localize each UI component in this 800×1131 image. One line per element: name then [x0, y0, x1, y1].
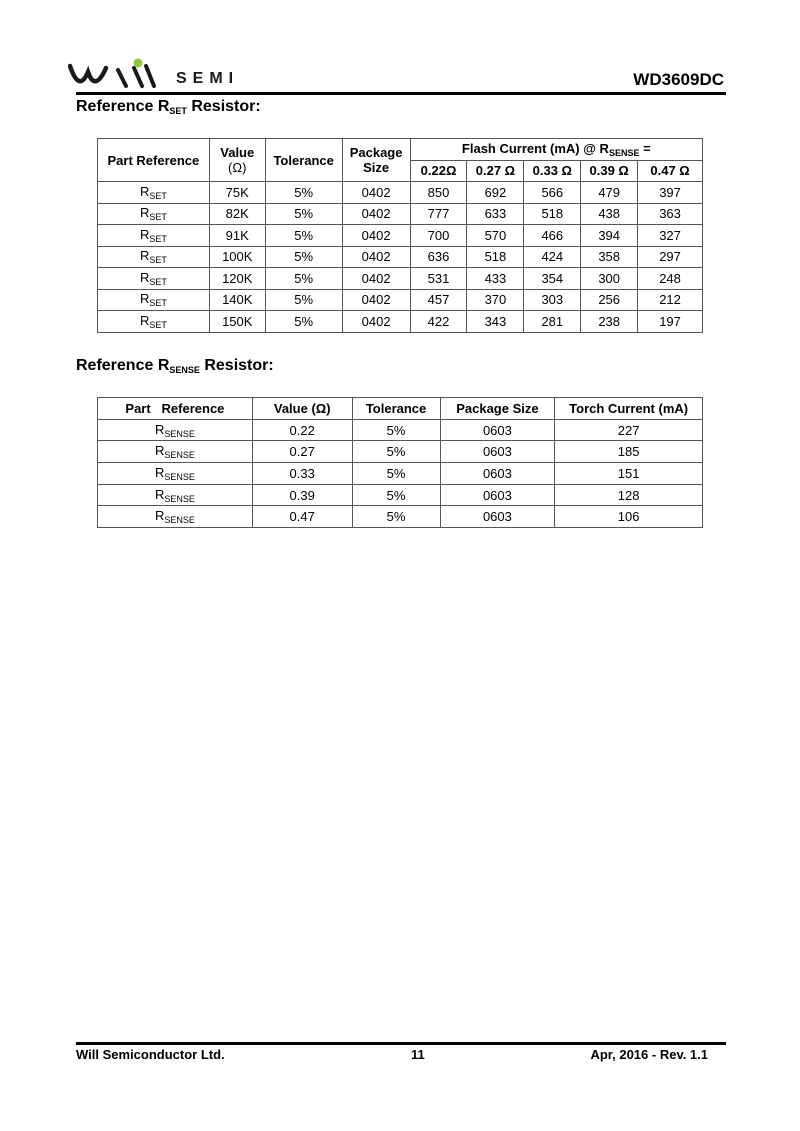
table-row [98, 225, 703, 247]
tolerance-cell: 5% [352, 506, 440, 528]
flash-current-cell: 433 [467, 268, 524, 290]
table-row [98, 419, 703, 441]
tolerance-cell: 5% [352, 419, 440, 441]
flash-current-cell: 518 [524, 203, 581, 225]
package-cell: 0603 [440, 506, 555, 528]
value-cell: 91K [209, 225, 265, 247]
flash-current-cell: 397 [638, 182, 703, 204]
logo-text: SEMI [176, 70, 240, 87]
footer-rule [76, 1042, 726, 1045]
table-row [98, 506, 703, 528]
flash-current-cell: 479 [581, 182, 638, 204]
section-title-rsense: Reference $R_{SENSE}$ Resistor: [76, 357, 274, 375]
tolerance-cell: 5% [352, 484, 440, 506]
footer-revision: Apr, 2016 - Rev. 1.1 [590, 1047, 708, 1062]
header-sense-value: 0.33 Ω [524, 160, 581, 182]
table-row [98, 246, 703, 268]
header-torch-current: Torch Current (mA) [555, 398, 703, 420]
header-part-reference: Part Reference [98, 398, 253, 420]
flash-current-cell: 570 [467, 225, 524, 247]
section-title-rset: Reference $R_{SET}$ Resistor: [76, 98, 261, 116]
header-package: Package Size [342, 139, 410, 182]
header-sense-value: 0.27 Ω [467, 160, 524, 182]
flash-current-cell: 358 [581, 246, 638, 268]
flash-current-cell: 700 [410, 225, 467, 247]
header-tolerance: Tolerance [265, 139, 342, 182]
tolerance-cell: 5% [265, 311, 342, 333]
part-reference-cell: $R_{SET}$ [98, 203, 210, 225]
package-cell: 0402 [342, 203, 410, 225]
flash-current-cell: 300 [581, 268, 638, 290]
flash-current-cell: 531 [410, 268, 467, 290]
flash-current-cell: 256 [581, 289, 638, 311]
flash-current-cell: 354 [524, 268, 581, 290]
flash-current-cell: 518 [467, 246, 524, 268]
value-cell: 0.33 [252, 463, 352, 485]
package-cell: 0402 [342, 268, 410, 290]
flash-current-cell: 212 [638, 289, 703, 311]
value-cell: 120K [209, 268, 265, 290]
flash-current-cell: 343 [467, 311, 524, 333]
value-cell: 75K [209, 182, 265, 204]
flash-current-cell: 633 [467, 203, 524, 225]
flash-current-cell: 438 [581, 203, 638, 225]
tolerance-cell: 5% [265, 182, 342, 204]
flash-current-cell: 238 [581, 311, 638, 333]
table-row [98, 484, 703, 506]
package-cell: 0402 [342, 311, 410, 333]
package-cell: 0603 [440, 419, 555, 441]
footer-page-number: 11 [411, 1047, 425, 1062]
package-cell: 0402 [342, 182, 410, 204]
header-package-size: Package Size [440, 398, 555, 420]
package-cell: 0603 [440, 484, 555, 506]
header-sense-value: 0.22Ω [410, 160, 467, 182]
flash-current-cell: 636 [410, 246, 467, 268]
flash-current-cell: 850 [410, 182, 467, 204]
flash-current-cell: 692 [467, 182, 524, 204]
package-cell: 0402 [342, 225, 410, 247]
header-value: Value (Ω) [252, 398, 352, 420]
flash-current-cell: 303 [524, 289, 581, 311]
value-cell: 0.47 [252, 506, 352, 528]
part-reference-cell: $R_{SENSE}$ [98, 463, 253, 485]
value-cell: 0.22 [252, 419, 352, 441]
package-cell: 0603 [440, 441, 555, 463]
value-cell: 100K [209, 246, 265, 268]
package-cell: 0603 [440, 463, 555, 485]
part-reference-cell: $R_{SET}$ [98, 225, 210, 247]
value-cell: 140K [209, 289, 265, 311]
table-row [98, 289, 703, 311]
value-cell: 0.39 [252, 484, 352, 506]
tolerance-cell: 5% [265, 268, 342, 290]
part-reference-cell: $R_{SET}$ [98, 311, 210, 333]
table-row [98, 311, 703, 333]
document-title: WD3609DC [633, 70, 724, 89]
flash-current-cell: 566 [524, 182, 581, 204]
header-flash-current: Flash Current (mA) @ $R_{SENSE}$ = [410, 139, 702, 161]
table-row [98, 203, 703, 225]
table-row [98, 182, 703, 204]
table-row [98, 441, 703, 463]
header-value: Value (Ω) [209, 139, 265, 182]
package-cell: 0402 [342, 246, 410, 268]
torch-current-cell: 185 [555, 441, 703, 463]
part-reference-cell: $R_{SET}$ [98, 289, 210, 311]
part-reference-cell: $R_{SENSE}$ [98, 441, 253, 463]
flash-current-cell: 457 [410, 289, 467, 311]
table-row [98, 268, 703, 290]
flash-current-cell: 197 [638, 311, 703, 333]
header-tolerance: Tolerance [352, 398, 440, 420]
flash-current-cell: 297 [638, 246, 703, 268]
torch-current-cell: 151 [555, 463, 703, 485]
tolerance-cell: 5% [265, 289, 342, 311]
part-reference-cell: $R_{SET}$ [98, 182, 210, 204]
part-reference-cell: $R_{SET}$ [98, 246, 210, 268]
tolerance-cell: 5% [352, 463, 440, 485]
value-cell: 0.27 [252, 441, 352, 463]
flash-current-cell: 327 [638, 225, 703, 247]
header-part-reference: Part Reference [98, 139, 210, 182]
flash-current-cell: 363 [638, 203, 703, 225]
tolerance-cell: 5% [265, 203, 342, 225]
package-cell: 0402 [342, 289, 410, 311]
torch-current-cell: 227 [555, 419, 703, 441]
value-cell: 82K [209, 203, 265, 225]
tolerance-cell: 5% [265, 225, 342, 247]
flash-current-cell: 777 [410, 203, 467, 225]
flash-current-cell: 370 [467, 289, 524, 311]
torch-current-cell: 128 [555, 484, 703, 506]
header-rule [76, 92, 726, 95]
part-reference-cell: $R_{SET}$ [98, 268, 210, 290]
flash-current-cell: 394 [581, 225, 638, 247]
header-sense-value: 0.47 Ω [638, 160, 703, 182]
flash-current-cell: 466 [524, 225, 581, 247]
part-reference-cell: $R_{SENSE}$ [98, 506, 253, 528]
flash-current-cell: 281 [524, 311, 581, 333]
value-cell: 150K [209, 311, 265, 333]
part-reference-cell: $R_{SENSE}$ [98, 484, 253, 506]
header-sense-value: 0.39 Ω [581, 160, 638, 182]
flash-current-cell: 248 [638, 268, 703, 290]
rset-table [97, 138, 703, 333]
tolerance-cell: 5% [265, 246, 342, 268]
torch-current-cell: 106 [555, 506, 703, 528]
tolerance-cell: 5% [352, 441, 440, 463]
part-reference-cell: $R_{SENSE}$ [98, 419, 253, 441]
footer-company: Will Semiconductor Ltd. [76, 1047, 225, 1062]
table-row [98, 463, 703, 485]
rsense-table [97, 397, 703, 528]
flash-current-cell: 422 [410, 311, 467, 333]
flash-current-cell: 424 [524, 246, 581, 268]
